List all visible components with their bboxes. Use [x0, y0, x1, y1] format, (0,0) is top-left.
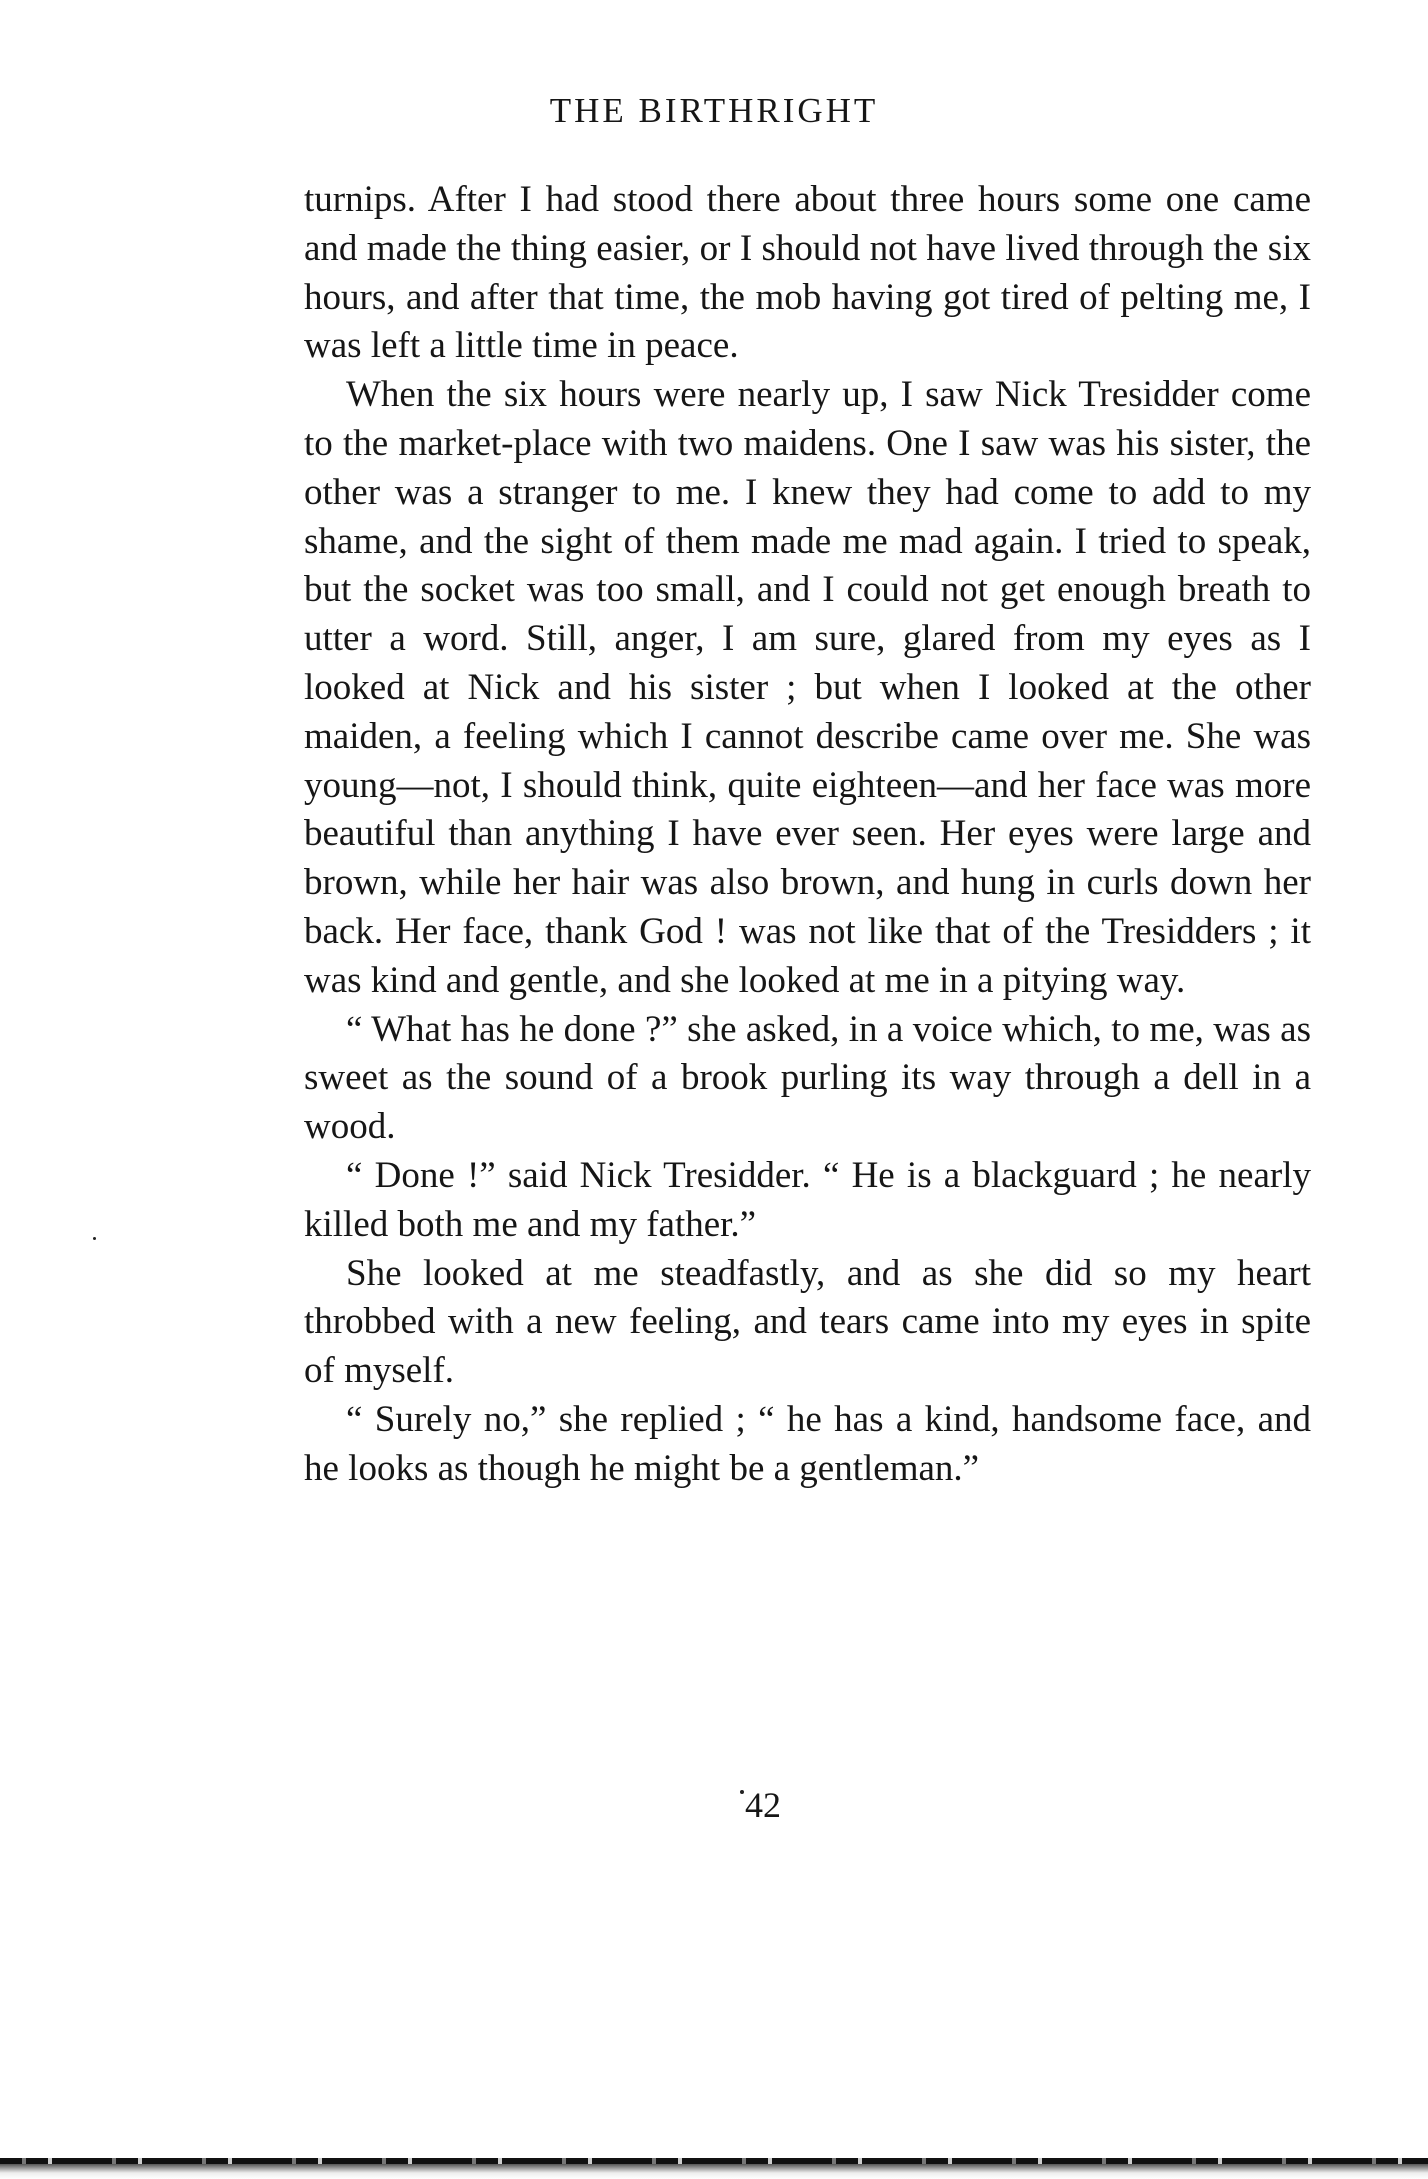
page-number: 42 — [745, 1785, 781, 1825]
paragraph: “ Done !” said Nick Tresidder. “ He is a blackguard ; he nearly killed both me and my father.” — [304, 1154, 1311, 1245]
print-speck — [740, 1790, 744, 1794]
paragraph: When the six hours were nearly up, I saw Nick Tresidder come to the market-place with two maidens. One I saw was his sister, the other was a stranger to me. I knew they had come to add to my shame, and the sight of them made me mad again. I tried to speak, but the socket was too small, and I could not get enough breath to utter a word. Still, anger, I am sure, glared from my eyes as I looked at Nick and his sister ; but when I looked at the other maiden, a feeling which I cannot describe came over me. She was young—not, I should think, quite eighteen—and her face was more beautiful than anything I have ever seen. Her eyes were large and brown, while her hair was also brown, and hung in curls down her back. Her face, thank God ! was not like that of the Tresidders ; it was kind and gentle, and she looked at me in a pitying way. — [304, 374, 1311, 1001]
paragraph: She looked at me steadfastly, and as she did so my heart throbbed with a new feeling, and tears came into my eyes in spite of myself. — [304, 1252, 1311, 1392]
running-head: THE BIRTHRIGHT — [549, 91, 879, 130]
paragraph: “ What has he done ?” she asked, in a voice which, to me, was as sweet as the sound of a brook purling its way through a dell in a wood. — [304, 1008, 1311, 1148]
print-speck — [93, 1237, 96, 1240]
body-text — [304, 176, 1311, 1494]
paragraph: turnips. After I had stood there about three hours some one came and made the thing easier, or I should not have lived through the six hours, and after that time, the mob having got tired of pelting me, I was left a little time in peace. — [304, 179, 1311, 367]
page-edge-fade — [0, 2164, 1428, 2179]
paragraph: “ Surely no,” she replied ; “ he has a kind, handsome face, and he looks as though he might be a gentleman.” — [304, 1398, 1311, 1489]
